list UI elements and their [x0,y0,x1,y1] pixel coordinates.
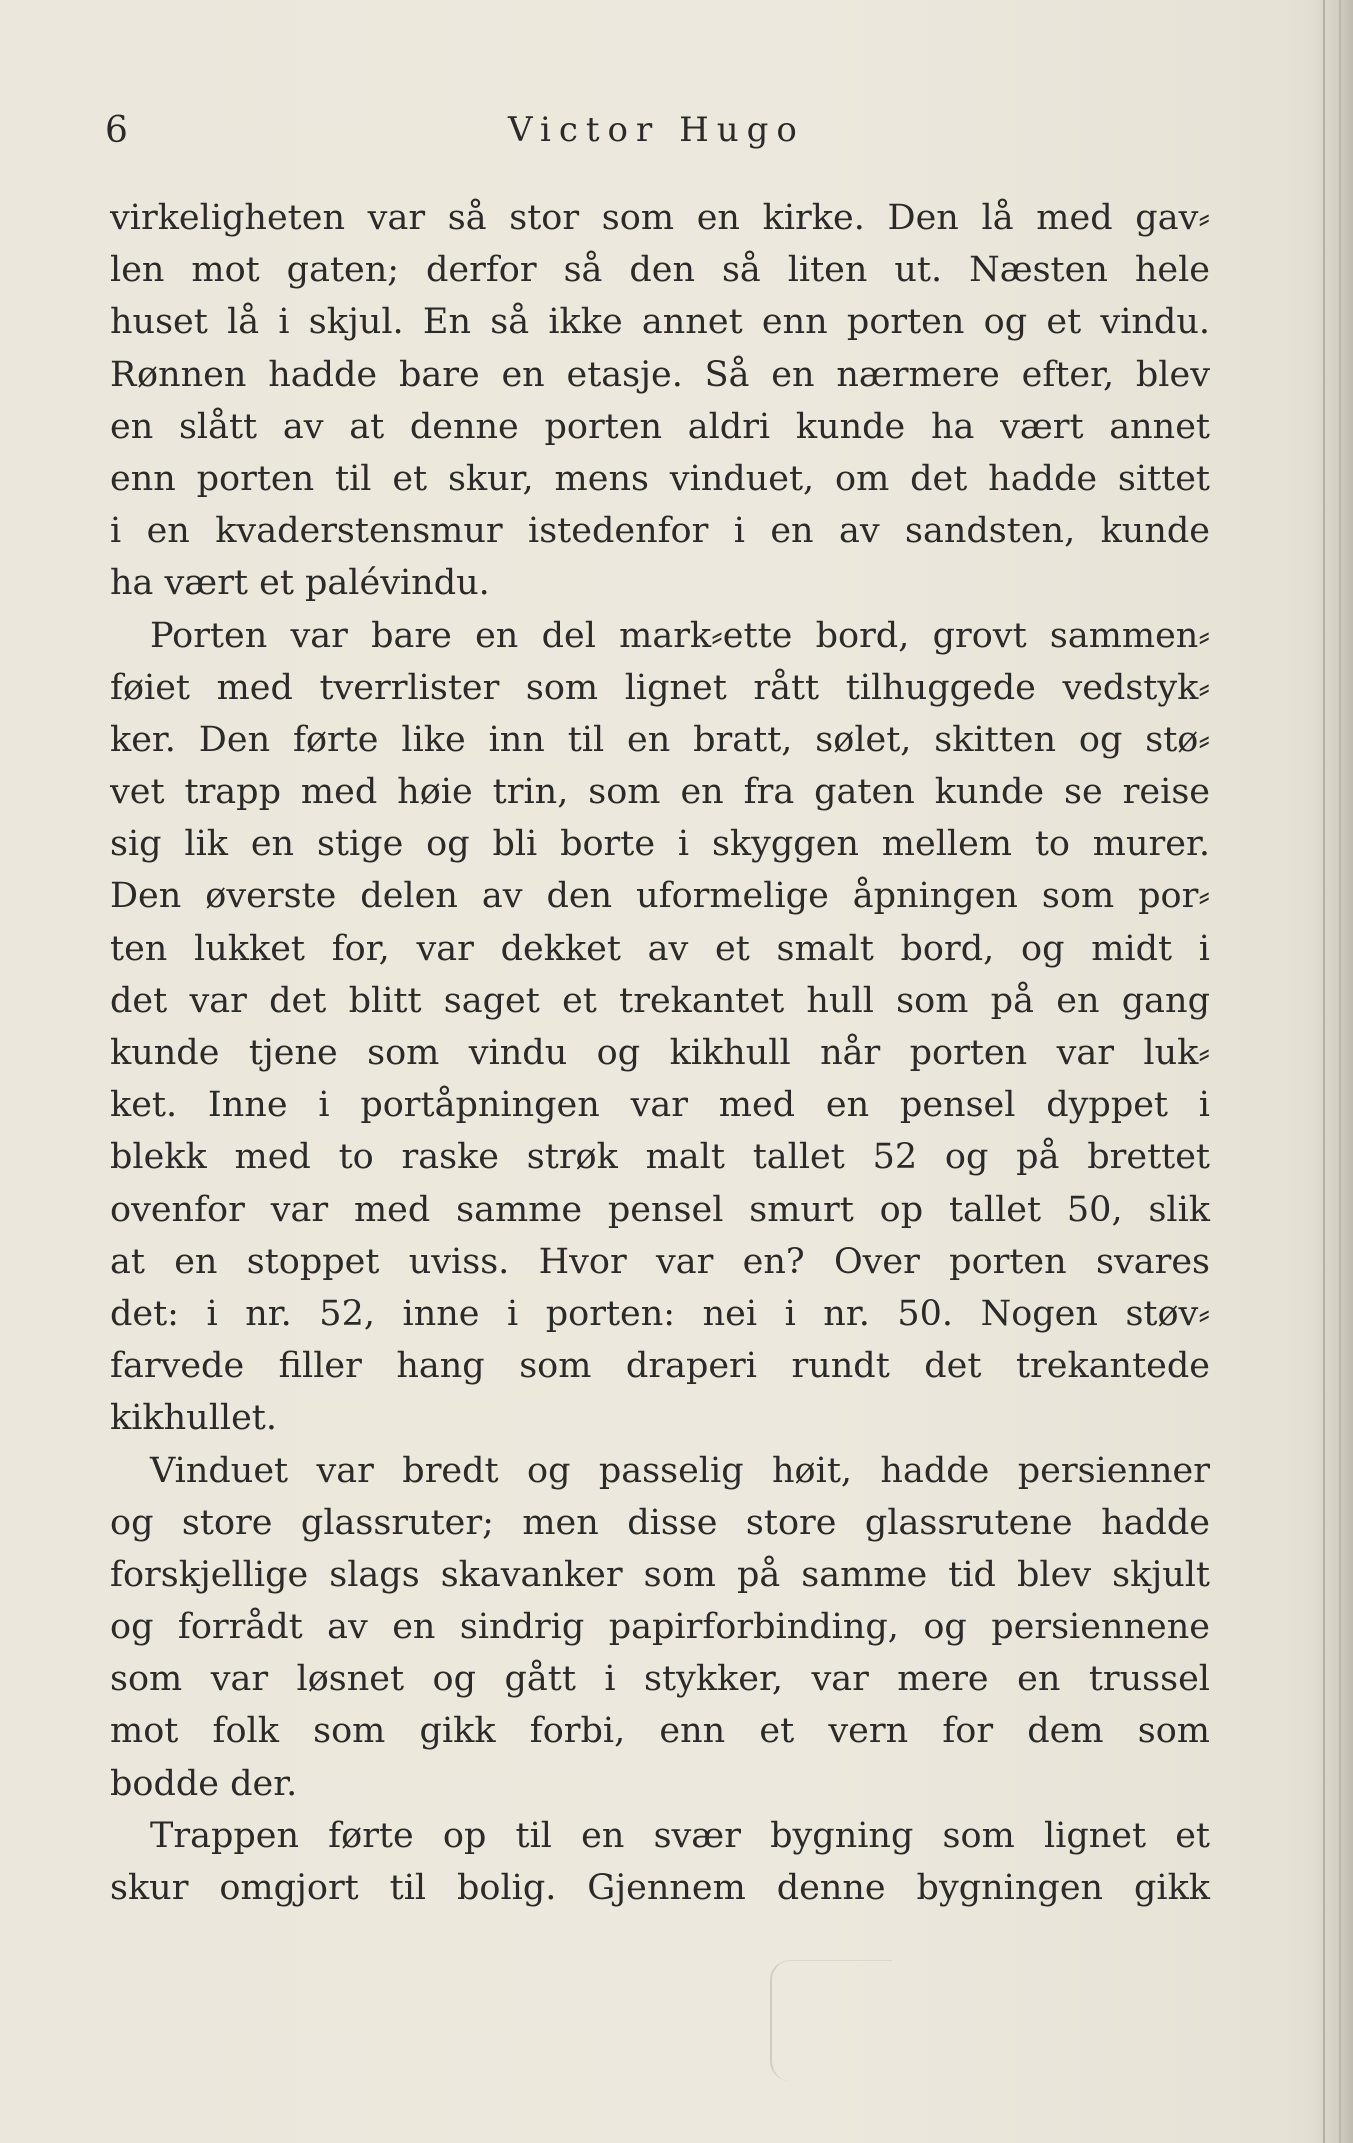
text-line: kunde tjene som vindu og kikhull når porten var luk⸗ [110,1033,1210,1073]
text-line: Den øverste delen av den uformelige åpningen som por⸗ [110,876,1210,917]
text-line: ha vært et palévindu. [110,563,490,604]
page-edge-shadow [1313,0,1353,2143]
text-line: føiet med tverrlister som lignet rått tilhuggede vedstyk⸗ [110,667,1210,708]
text-line: huset lå i skjul. En så ikke annet enn porten og et vindu. [110,302,1210,343]
text-line: i en kvaderstensmur istedenfor i en av sandsten, kunde [110,511,1210,552]
text-line: ket. Inne i portåpningen var med en pensel dyppet i [110,1085,1210,1126]
text-line: en slått av at denne porten aldri kunde ha vært annet [110,406,1210,447]
text-line: forskjellige slags skavanker som på samme tid blev skjult [110,1554,1210,1595]
page-header [0,110,1353,160]
text-line: Vinduet var bredt og passelig høit, hadde persienner [150,1450,1210,1491]
text-line: det: i nr. 52, inne i porten: nei i nr. 50. Nogen støv⸗ [110,1293,1210,1334]
text-line: Trappen førte op til en svær bygning som lignet et [150,1815,1210,1856]
text-line: at en stoppet uviss. Hvor var en? Over porten svares [110,1241,1210,1282]
paper-smudge [770,1960,892,2081]
text-line: ker. Den førte like inn til en bratt, sølet, skitten og stø⸗ [110,719,1210,760]
text-line: som var løsnet og gått i stykker, var mere en trussel [110,1659,1210,1700]
text-line: sig lik en stige og bli borte i skyggen mellem to murer. [110,824,1210,865]
text-line: bodde der. [110,1763,298,1804]
page-edge-line [1339,0,1341,2143]
running-title: Victor Hugo [508,110,805,150]
text-line: og forrådt av en sindrig papirforbinding, og persiennene [110,1607,1210,1648]
text-line: blekk med to raske strøk malt tallet 52 og på brettet [110,1137,1210,1178]
text-line: kikhullet. [110,1398,277,1439]
text-line: ovenfor var med samme pensel smurt op tallet 50, slik [110,1189,1210,1230]
body-text [110,192,1210,1914]
text-line: mot folk som gikk forbi, enn et vern for dem som [110,1711,1210,1752]
text-line: farvede filler hang som draperi rundt det trekantede [110,1346,1210,1387]
text-line: len mot gaten; derfor så den så liten ut. Næsten hele [110,250,1210,291]
page-edge-line [1323,0,1325,2143]
text-line: og store glassruter; men disse store glassrutene hadde [110,1502,1210,1543]
text-line: virkeligheten var så stor som en kirke. Den lå med gav⸗ [110,198,1210,238]
text-line: skur omgjort til bolig. Gjennem denne bygningen gikk [110,1868,1210,1908]
text-line: vet trapp med høie trin, som en fra gaten kunde se reise [110,772,1210,813]
text-line: ten lukket for, var dekket av et smalt bord, og midt i [110,928,1210,969]
text-line: det var det blitt saget et trekantet hull som på en gang [110,980,1210,1021]
page-number: 6 [105,110,129,151]
text-line: enn porten til et skur, mens vinduet, om det hadde sittet [110,458,1210,499]
text-line: Rønnen hadde bare en etasje. Så en nærmere efter, blev [110,354,1210,395]
text-line: Porten var bare en del mark⸗ette bord, grovt sammen⸗ [150,615,1210,656]
